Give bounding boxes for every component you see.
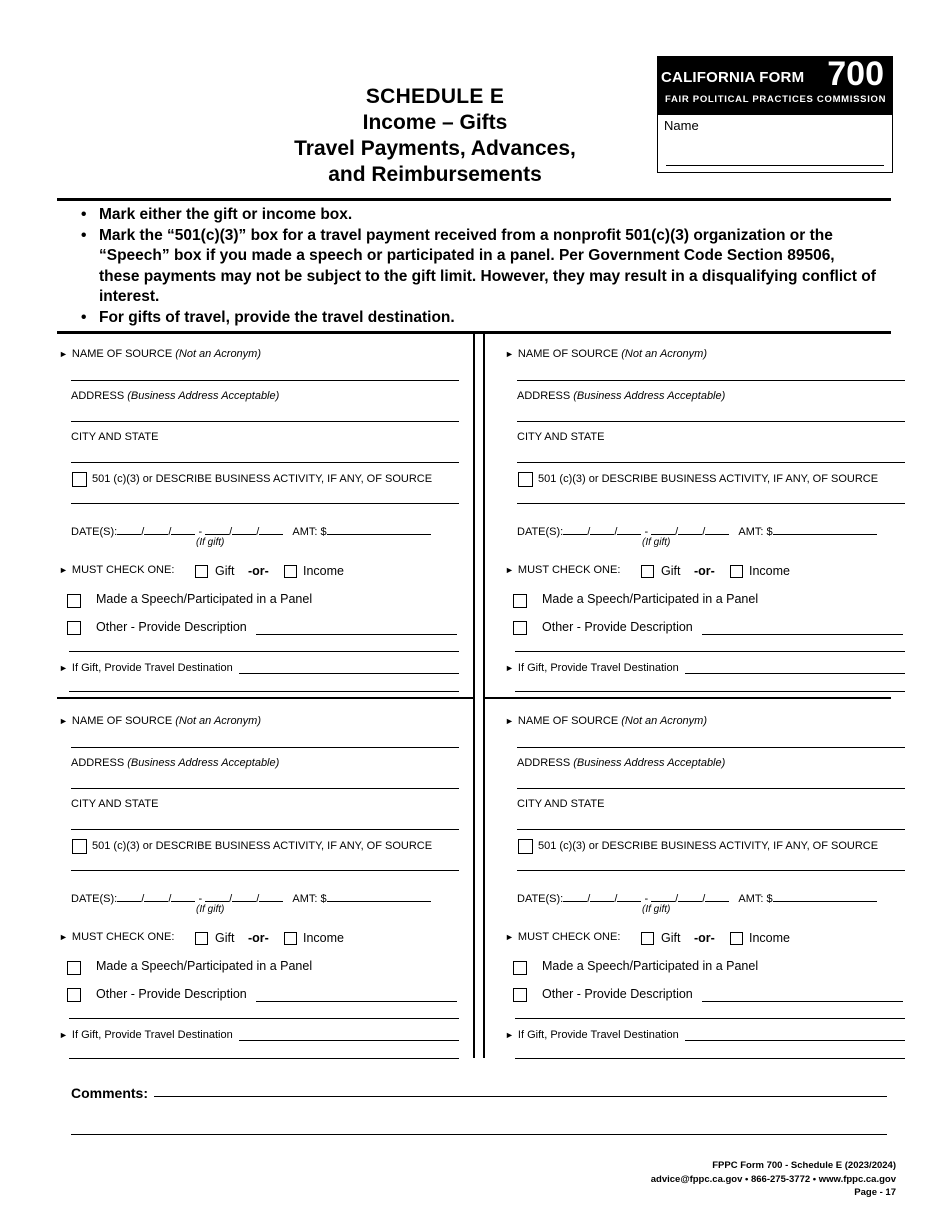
date-dash: -	[644, 893, 649, 905]
footer-page-number: Page - 17	[854, 1187, 896, 1198]
travel-destination-label: If Gift, Provide Travel Destination	[71, 662, 233, 674]
california-form-label: CALIFORNIA FORM	[661, 69, 805, 86]
page-footer	[651, 1159, 896, 1200]
date-to-month[interactable]	[651, 523, 675, 535]
travel-destination-field-2[interactable]	[515, 1058, 905, 1059]
arrow-icon: ►	[59, 932, 68, 942]
city-state-label: CITY AND STATE	[71, 798, 159, 810]
business-activity-field[interactable]	[71, 870, 459, 871]
business-activity-field[interactable]	[517, 870, 905, 871]
must-check-label: MUST CHECK ONE:	[71, 564, 175, 576]
speech-label: Made a Speech/Participated in a Panel	[96, 959, 313, 973]
entry-block-3: ► NAME OF SOURCE (Not an Acronym) ADDRESS (Business Address Acceptable) CITY AND STATE 501 (c)(3) or DESCRIBE BUSINESS ACTIVITY, IF ANY, OF SOURCE DATE(S): / / - / / AMT: $ (If gift) ► MUST CHECK ONE: Gift -or- Income Made a Speech/Participated in a Panel Other - Provide Description ► If Gift, Provide Travel Destination	[59, 705, 459, 1060]
address-field[interactable]	[71, 788, 459, 789]
name-of-source-field[interactable]	[71, 747, 459, 748]
center-divider-left	[473, 333, 475, 1058]
dates-label: DATE(S):	[517, 893, 564, 905]
date-to-year[interactable]	[705, 890, 729, 902]
entry-block-1: ► NAME OF SOURCE (Not an Acronym) ADDRESS (Business Address Acceptable) CITY AND STATE 501 (c)(3) or DESCRIBE BUSINESS ACTIVITY, IF ANY, OF SOURCE DATE(S): / / - / / AMT: $ (If gift) ► MUST CHECK ONE: Gift -or- Income Made a Speech/Participated in a Panel Other - Provide Description ► If Gift, Provide Travel Destination	[59, 338, 459, 693]
income-label: Income	[303, 931, 344, 945]
instruction-item: • Mark the “501(c)(3)” box for a travel payment received from a nonprofit 501(c)(3) organization or the “Speech” box if you made a speech or participated in a panel. Per Government Code Section 89506, these payments may not be subject to the gift limit. However, they may result in a disqualifying conflict of interest.	[78, 226, 878, 308]
gift-checkbox[interactable]	[195, 565, 208, 578]
date-from-month[interactable]	[117, 523, 141, 535]
date-to-day[interactable]	[232, 523, 256, 535]
travel-destination-field[interactable]	[685, 1040, 905, 1041]
if-gift-note: (If gift)	[196, 537, 225, 548]
if-gift-note: (If gift)	[196, 904, 225, 915]
date-to-month[interactable]	[651, 890, 675, 902]
nonprofit-501c3-checkbox[interactable]	[518, 472, 533, 487]
amount-field[interactable]	[327, 890, 431, 902]
footer-contact: advice@fppc.ca.gov • 866-275-3772 • www.fppc.ca.gov	[650, 1173, 896, 1185]
must-check-label: MUST CHECK ONE:	[517, 564, 621, 576]
date-from-year[interactable]	[617, 890, 641, 902]
date-to-month[interactable]	[205, 890, 229, 902]
footer-form-id: FPPC Form 700 - Schedule E (2023/2024)	[712, 1160, 896, 1171]
or-label: -or-	[694, 564, 715, 578]
address-label: ADDRESS	[71, 757, 125, 769]
if-gift-note: (If gift)	[642, 537, 671, 548]
arrow-icon: ►	[505, 716, 514, 726]
address-label: ADDRESS	[517, 390, 571, 402]
subtitle-line-1: Income – Gifts	[362, 111, 508, 134]
must-check-label: MUST CHECK ONE:	[517, 931, 621, 943]
must-check-label: MUST CHECK ONE:	[71, 931, 175, 943]
date-dash: -	[644, 526, 649, 538]
other-description-field-2[interactable]	[515, 1018, 905, 1019]
date-to-month[interactable]	[205, 523, 229, 535]
travel-destination-field[interactable]	[239, 1040, 459, 1041]
travel-destination-label: If Gift, Provide Travel Destination	[71, 1029, 233, 1041]
travel-destination-field-2[interactable]	[69, 1058, 459, 1059]
title-block	[230, 84, 640, 188]
not-acronym-note: (Not an Acronym)	[175, 348, 262, 360]
other-description-field[interactable]	[702, 634, 903, 635]
income-label: Income	[749, 931, 790, 945]
other-description-field[interactable]	[702, 1001, 903, 1002]
travel-destination-label: If Gift, Provide Travel Destination	[517, 662, 679, 674]
address-field[interactable]	[71, 421, 459, 422]
other-label: Other - Provide Description	[542, 987, 693, 1001]
other-description-field-2[interactable]	[515, 651, 905, 652]
arrow-icon: ►	[505, 663, 514, 673]
arrow-icon: ►	[59, 663, 68, 673]
speech-checkbox[interactable]	[67, 594, 81, 608]
other-checkbox[interactable]	[67, 621, 81, 635]
arrow-icon: ►	[59, 716, 68, 726]
date-from-day[interactable]	[144, 890, 168, 902]
business-activity-label: 501 (c)(3) or DESCRIBE BUSINESS ACTIVITY, IF ANY, OF SOURCE	[92, 840, 433, 852]
speech-checkbox[interactable]	[513, 961, 527, 975]
other-checkbox[interactable]	[67, 988, 81, 1002]
amount-label: AMT: $	[292, 526, 327, 538]
arrow-icon: ►	[505, 349, 514, 359]
if-gift-note: (If gift)	[642, 904, 671, 915]
city-state-label: CITY AND STATE	[517, 798, 605, 810]
not-acronym-note: (Not an Acronym)	[175, 715, 262, 727]
speech-label: Made a Speech/Participated in a Panel	[542, 592, 759, 606]
instructions-list	[78, 205, 878, 328]
date-to-year[interactable]	[705, 523, 729, 535]
business-activity-label: 501 (c)(3) or DESCRIBE BUSINESS ACTIVITY, IF ANY, OF SOURCE	[538, 473, 879, 485]
amount-label: AMT: $	[738, 526, 773, 538]
travel-destination-label: If Gift, Provide Travel Destination	[517, 1029, 679, 1041]
center-divider-right	[483, 333, 485, 1058]
date-from-month[interactable]	[563, 523, 587, 535]
name-of-source-field[interactable]	[517, 747, 905, 748]
comments-label: Comments:	[71, 1085, 149, 1101]
name-of-source-label: NAME OF SOURCE	[71, 715, 173, 727]
address-label: ADDRESS	[71, 390, 125, 402]
gift-label: Gift	[215, 564, 235, 578]
arrow-icon: ►	[505, 565, 514, 575]
speech-checkbox[interactable]	[67, 961, 81, 975]
nonprofit-501c3-checkbox[interactable]	[72, 472, 87, 487]
date-from-month[interactable]	[117, 890, 141, 902]
income-checkbox[interactable]	[730, 565, 743, 578]
gift-label: Gift	[661, 564, 681, 578]
subtitle-line-2: Travel Payments, Advances,	[294, 137, 576, 160]
row-divider-left	[57, 697, 474, 699]
city-state-field[interactable]	[71, 462, 459, 463]
income-checkbox[interactable]	[284, 565, 297, 578]
entry-block-2: ► NAME OF SOURCE (Not an Acronym) ADDRESS (Business Address Acceptable) CITY AND STATE 501 (c)(3) or DESCRIBE BUSINESS ACTIVITY, IF ANY, OF SOURCE DATE(S): / / - / / AMT: $ (If gift) ► MUST CHECK ONE: Gift -or- Income Made a Speech/Participated in a Panel Other - Provide Description ► If Gift, Provide Travel Destination	[505, 338, 905, 693]
address-note: (Business Address Acceptable)	[127, 757, 280, 769]
not-acronym-note: (Not an Acronym)	[621, 348, 708, 360]
date-from-day[interactable]	[590, 890, 614, 902]
amount-label: AMT: $	[738, 893, 773, 905]
income-checkbox[interactable]	[284, 932, 297, 945]
other-label: Other - Provide Description	[96, 987, 247, 1001]
income-label: Income	[749, 564, 790, 578]
business-activity-field[interactable]	[71, 503, 459, 504]
dates-label: DATE(S):	[71, 526, 118, 538]
travel-destination-field-2[interactable]	[69, 691, 459, 692]
schedule-title: SCHEDULE E	[365, 85, 505, 108]
date-from-year[interactable]	[171, 890, 195, 902]
amount-field[interactable]	[327, 523, 431, 535]
instruction-item: • For gifts of travel, provide the travel destination.	[78, 308, 878, 329]
or-label: -or-	[248, 931, 269, 945]
form-number: 700	[827, 55, 884, 93]
comments-field-2[interactable]	[71, 1134, 887, 1135]
gift-checkbox[interactable]	[195, 932, 208, 945]
form-id-box	[657, 56, 893, 173]
entry-block-4: ► NAME OF SOURCE (Not an Acronym) ADDRESS (Business Address Acceptable) CITY AND STATE 501 (c)(3) or DESCRIBE BUSINESS ACTIVITY, IF ANY, OF SOURCE DATE(S): / / - / / AMT: $ (If gift) ► MUST CHECK ONE: Gift -or- Income Made a Speech/Participated in a Panel Other - Provide Description ► If Gift, Provide Travel Destination	[505, 705, 905, 1060]
gift-label: Gift	[215, 931, 235, 945]
arrow-icon: ►	[505, 1030, 514, 1040]
or-label: -or-	[694, 931, 715, 945]
other-description-field-2[interactable]	[69, 651, 459, 652]
gift-checkbox[interactable]	[641, 565, 654, 578]
city-state-label: CITY AND STATE	[517, 431, 605, 443]
date-dash: -	[198, 893, 203, 905]
gift-label: Gift	[661, 931, 681, 945]
arrow-icon: ►	[59, 565, 68, 575]
date-from-day[interactable]	[144, 523, 168, 535]
name-of-source-label: NAME OF SOURCE	[517, 715, 619, 727]
name-of-source-label: NAME OF SOURCE	[71, 348, 173, 360]
arrow-icon: ►	[59, 1030, 68, 1040]
other-description-field[interactable]	[256, 1001, 457, 1002]
row-divider-right	[484, 697, 891, 699]
arrow-icon: ►	[59, 349, 68, 359]
travel-destination-field[interactable]	[685, 673, 905, 674]
name-label: Name	[664, 118, 699, 133]
commission-label: FAIR POLITICAL PRACTICES COMMISSION	[665, 94, 887, 105]
business-activity-label: 501 (c)(3) or DESCRIBE BUSINESS ACTIVITY, IF ANY, OF SOURCE	[538, 840, 879, 852]
top-divider	[57, 198, 891, 201]
date-from-month[interactable]	[563, 890, 587, 902]
amount-field[interactable]	[773, 523, 877, 535]
or-label: -or-	[248, 564, 269, 578]
address-field[interactable]	[517, 788, 905, 789]
other-description-field-2[interactable]	[69, 1018, 459, 1019]
other-checkbox[interactable]	[513, 621, 527, 635]
amount-label: AMT: $	[292, 893, 327, 905]
address-field[interactable]	[517, 421, 905, 422]
date-to-year[interactable]	[259, 523, 283, 535]
date-from-day[interactable]	[590, 523, 614, 535]
income-checkbox[interactable]	[730, 932, 743, 945]
other-description-field[interactable]	[256, 634, 457, 635]
amount-field[interactable]	[773, 890, 877, 902]
not-acronym-note: (Not an Acronym)	[621, 715, 708, 727]
gift-checkbox[interactable]	[641, 932, 654, 945]
city-state-field[interactable]	[517, 462, 905, 463]
dates-label: DATE(S):	[71, 893, 118, 905]
name-of-source-field[interactable]	[71, 380, 459, 381]
date-from-year[interactable]	[617, 523, 641, 535]
date-to-day[interactable]	[678, 523, 702, 535]
dates-label: DATE(S):	[517, 526, 564, 538]
other-label: Other - Provide Description	[542, 620, 693, 634]
date-dash: -	[198, 526, 203, 538]
travel-destination-field-2[interactable]	[515, 691, 905, 692]
arrow-icon: ►	[505, 932, 514, 942]
city-state-label: CITY AND STATE	[71, 431, 159, 443]
speech-checkbox[interactable]	[513, 594, 527, 608]
subtitle-line-3: and Reimbursements	[328, 163, 542, 186]
business-activity-label: 501 (c)(3) or DESCRIBE BUSINESS ACTIVITY, IF ANY, OF SOURCE	[92, 473, 433, 485]
nonprofit-501c3-checkbox[interactable]	[518, 839, 533, 854]
instruction-item: • Mark either the gift or income box.	[78, 205, 878, 226]
address-note: (Business Address Acceptable)	[127, 390, 280, 402]
city-state-field[interactable]	[71, 829, 459, 830]
address-note: (Business Address Acceptable)	[573, 390, 726, 402]
address-note: (Business Address Acceptable)	[573, 757, 726, 769]
date-to-year[interactable]	[259, 890, 283, 902]
city-state-field[interactable]	[517, 829, 905, 830]
address-label: ADDRESS	[517, 757, 571, 769]
other-label: Other - Provide Description	[96, 620, 247, 634]
date-to-day[interactable]	[678, 890, 702, 902]
other-checkbox[interactable]	[513, 988, 527, 1002]
name-of-source-field[interactable]	[517, 380, 905, 381]
date-to-day[interactable]	[232, 890, 256, 902]
form-id-header	[658, 57, 892, 115]
travel-destination-field[interactable]	[239, 673, 459, 674]
speech-label: Made a Speech/Participated in a Panel	[542, 959, 759, 973]
business-activity-field[interactable]	[517, 503, 905, 504]
name-field[interactable]	[666, 165, 884, 166]
speech-label: Made a Speech/Participated in a Panel	[96, 592, 313, 606]
date-from-year[interactable]	[171, 523, 195, 535]
income-label: Income	[303, 564, 344, 578]
comments-field[interactable]	[154, 1096, 887, 1097]
name-of-source-label: NAME OF SOURCE	[517, 348, 619, 360]
nonprofit-501c3-checkbox[interactable]	[72, 839, 87, 854]
